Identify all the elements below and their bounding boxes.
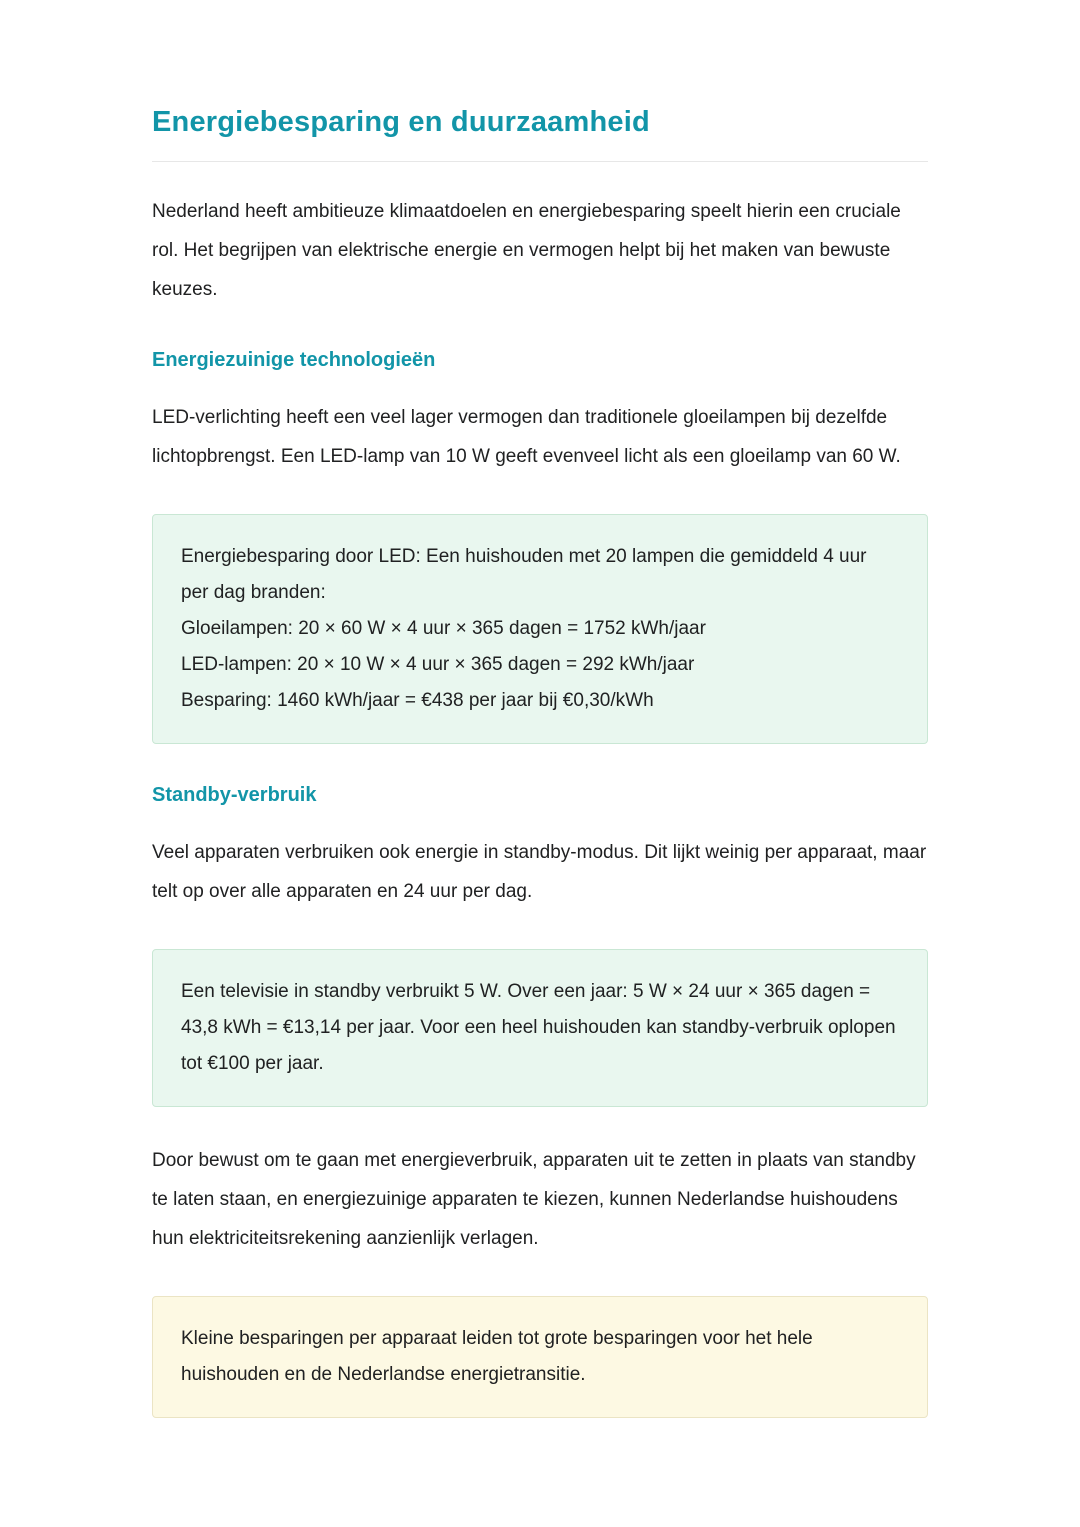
- callout-line: LED-lampen: 20 × 10 W × 4 uur × 365 dagen = 292 kWh/jaar: [181, 654, 695, 675]
- article: [152, 0, 928, 1418]
- callout-line: Een televisie in standby verbruikt 5 W. Over een jaar: 5 W × 24 uur × 365 dagen = 43,8 kWh = €13,14 per jaar. Voor een heel huishouden kan standby-verbruik oplopen tot €100 per jaar.: [181, 981, 896, 1074]
- title-divider: [152, 161, 928, 162]
- section-paragraph: Veel apparaten verbruiken ook energie in standby-modus. Dit lijkt weinig per apparaat, maar telt op over alle apparaten en 24 uur per dag.: [152, 842, 927, 902]
- example-callout-standby: [152, 949, 928, 1107]
- example-callout-led: [152, 514, 928, 744]
- section-paragraph: LED-verlichting heeft een veel lager vermogen dan traditionele gloeilampen bij dezelfde lichtopbrengst. Een LED-lamp van 10 W geeft evenveel licht als een gloeilamp van 60 W.: [152, 407, 901, 467]
- callout-line: Besparing: 1460 kWh/jaar = €438 per jaar bij €0,30/kWh: [181, 690, 654, 711]
- section-heading-standby-verbruik: Standby-verbruik: [152, 784, 317, 806]
- note-text: Kleine besparingen per apparaat leiden tot grote besparingen voor het hele huishouden en de Nederlandse energietransitie.: [181, 1328, 813, 1385]
- page-title: Energiebesparing en duurzaamheid: [152, 106, 650, 138]
- note-callout: [152, 1296, 928, 1418]
- intro-paragraph: Nederland heeft ambitieuze klimaatdoelen en energiebesparing speelt hierin een cruciale rol. Het begrijpen van elektrische energie en vermogen helpt bij het maken van bewuste keuzes.: [152, 201, 901, 300]
- section-heading-energiezuinige-technologieen: Energiezuinige technologieën: [152, 349, 436, 371]
- callout-line: Gloeilampen: 20 × 60 W × 4 uur × 365 dagen = 1752 kWh/jaar: [181, 618, 706, 639]
- closing-paragraph: Door bewust om te gaan met energieverbruik, apparaten uit te zetten in plaats van standby te laten staan, en energiezuinige apparaten te kiezen, kunnen Nederlandse huishoudens hun elektriciteitsrekening aanzienlijk verlagen.: [152, 1150, 916, 1249]
- callout-line: Energiebesparing door LED: Een huishouden met 20 lampen die gemiddeld 4 uur per dag branden:: [181, 546, 867, 603]
